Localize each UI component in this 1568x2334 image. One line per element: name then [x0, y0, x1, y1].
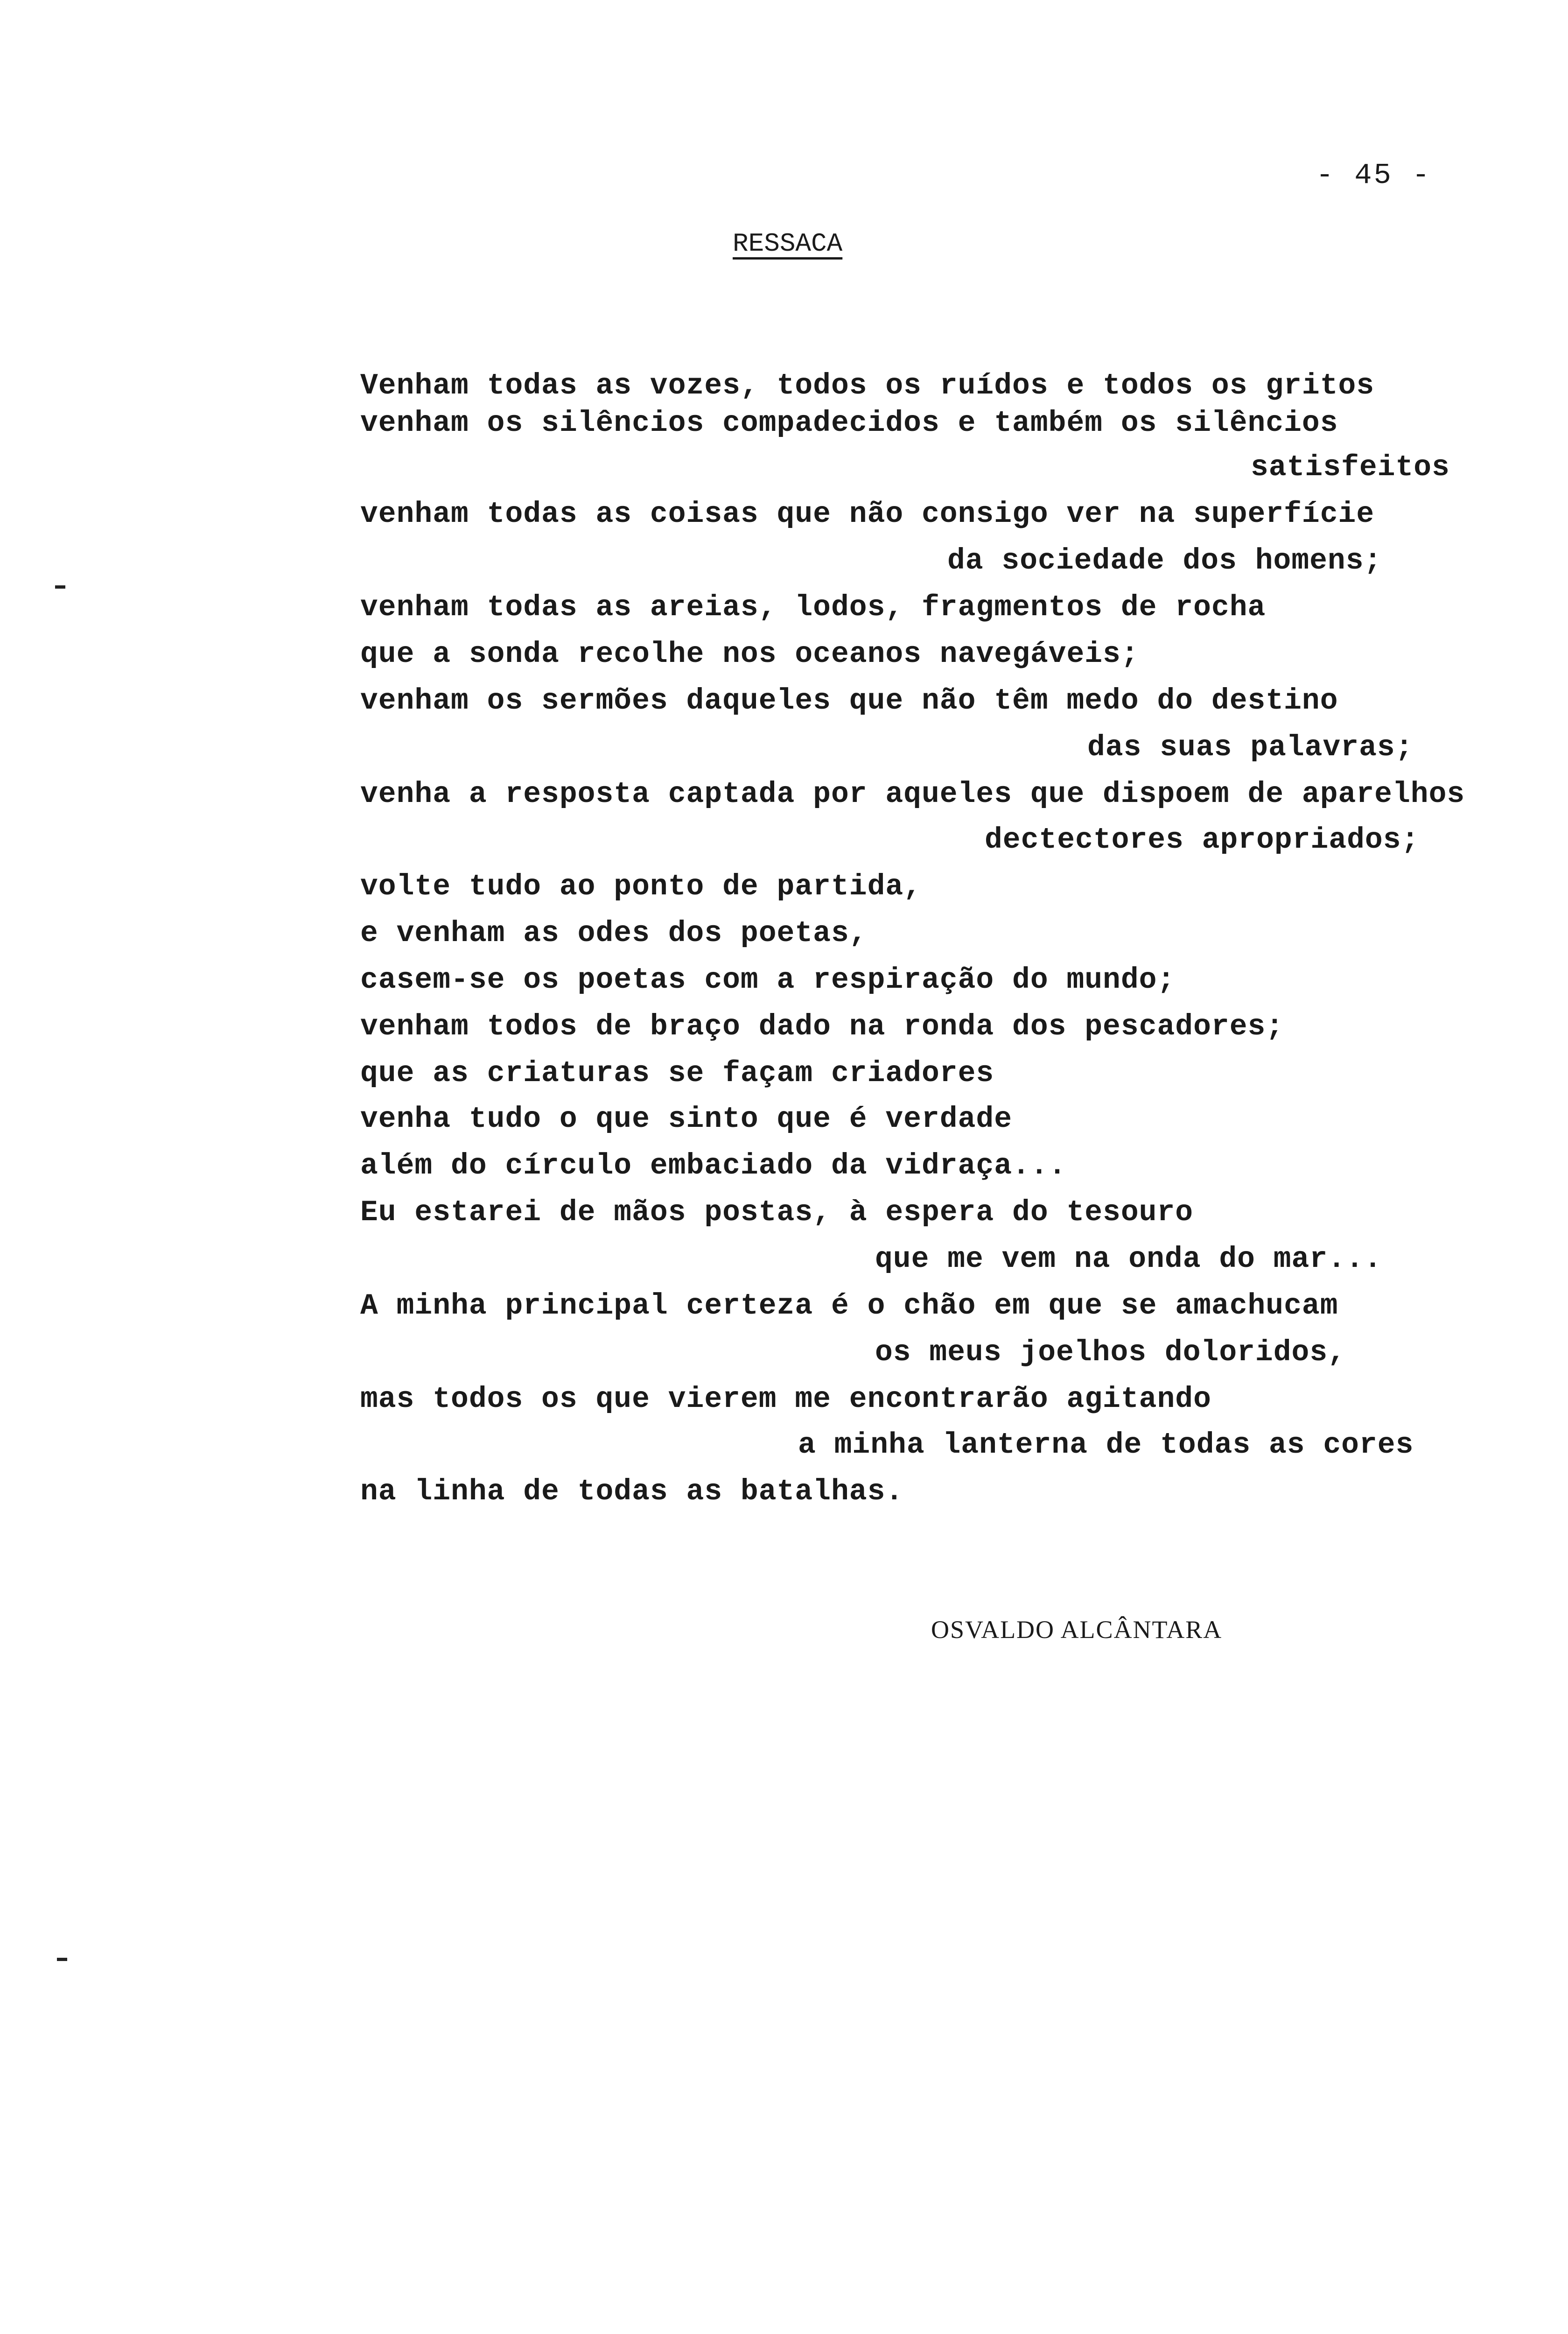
poem-line: que a sonda recolhe nos oceanos navegáveis;	[360, 638, 1139, 671]
poem-line: mas todos os que vierem me encontrarão agitando	[360, 1383, 1211, 1416]
poem-line: dectectores apropriados;	[985, 823, 1420, 857]
margin-mark	[55, 585, 65, 589]
poem-line: na linha de todas as batalhas.	[360, 1475, 904, 1508]
margin-mark	[57, 1958, 67, 1961]
poem-line: casem-se os poetas com a respiração do mundo;	[360, 963, 1176, 997]
poem-line: da sociedade dos homens;	[947, 544, 1382, 577]
page-number: - 45 -	[1316, 159, 1432, 192]
poem-line: venham todas as coisas que não consigo ver na superfície	[360, 498, 1375, 531]
poem-line: a minha lanterna de todas as cores	[798, 1428, 1414, 1462]
poem-line: que as criaturas se façam criadores	[360, 1057, 994, 1090]
poem-line: os meus joelhos doloridos,	[875, 1336, 1346, 1369]
poem-line: venham todas as areias, lodos, fragmentos de rocha	[360, 591, 1266, 624]
author-signature: OSVALDO ALCÂNTARA	[931, 1616, 1223, 1644]
poem-title: RESSACA	[733, 229, 843, 259]
poem-line: venham os sermões daqueles que não têm medo do destino	[360, 684, 1338, 717]
poem-line: venham os silêncios compadecidos e também os silêncios	[360, 407, 1338, 440]
poem-line: venha tudo o que sinto que é verdade	[360, 1103, 1013, 1136]
poem-line: volte tudo ao ponto de partida,	[360, 870, 922, 903]
poem-line: satisfeitos	[1251, 451, 1450, 484]
poem-line: e venham as odes dos poetas,	[360, 917, 868, 950]
poem-line: das suas palavras;	[1087, 731, 1414, 764]
poem-line: A minha principal certeza é o chão em que se amachucam	[360, 1289, 1338, 1322]
poem-line: além do círculo embaciado da vidraça...	[360, 1149, 1067, 1182]
poem-line: Venham todas as vozes, todos os ruídos e todos os gritos	[360, 369, 1375, 402]
poem-line: venham todos de braço dado na ronda dos pescadores;	[360, 1010, 1284, 1043]
poem-line: que me vem na onda do mar...	[875, 1243, 1382, 1276]
poem-line: venha a resposta captada por aqueles que dispoem de aparelhos	[360, 778, 1465, 811]
poem-line: Eu estarei de mãos postas, à espera do tesouro	[360, 1196, 1194, 1229]
